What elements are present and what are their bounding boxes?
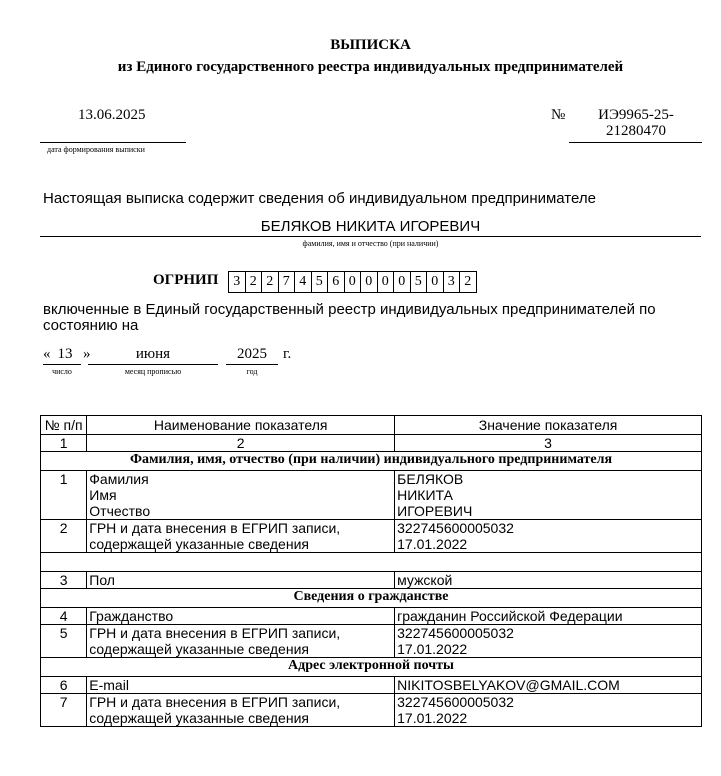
table-index-row [41, 435, 702, 452]
ogrnip-digit: 7 [278, 271, 296, 293]
ogrnip-label: ОГРНИП [153, 272, 219, 288]
number-underline [569, 142, 702, 143]
row-value-line: ИГОРЕВИЧ [397, 503, 473, 519]
row-name-line: содержащей указанные сведения [89, 641, 309, 657]
ogrnip-digit-boxes [229, 271, 477, 293]
header-num: № п/п [41, 416, 87, 435]
row-value-line: НИКИТА [397, 487, 453, 503]
section-title: Фамилия, имя, отчество (при наличии) индивидуального предпринимателя [41, 452, 702, 471]
month-caption: месяц прописью [124, 367, 182, 376]
row-name: Гражданство [87, 608, 395, 625]
ogrnip-digit: 5 [410, 271, 428, 293]
date-quote-close: » [83, 346, 91, 362]
row-num: 3 [41, 572, 87, 589]
as-of-month: июня [135, 346, 171, 362]
section-title: Адрес электронной почты [41, 658, 702, 677]
fio-underline [40, 236, 701, 237]
intro-text: Настоящая выписка содержит сведения об индивидуальном предпринимателе [43, 190, 596, 207]
header-indicator-name: Наименование показателя [87, 416, 395, 435]
as-of-year: 2025 [237, 346, 267, 362]
row-name-line: ГРН и дата внесения в ЕГРИП записи, [89, 694, 341, 710]
row-name-line: Отчество [89, 503, 151, 519]
fio-caption: фамилия, имя и отчество (при наличии) [302, 239, 439, 248]
index-cell: 1 [41, 435, 87, 452]
section-title: Сведения о гражданстве [41, 589, 702, 608]
table-row [41, 520, 702, 553]
section-row [41, 658, 702, 677]
day-caption: число [52, 367, 72, 376]
ogrnip-digit: 6 [327, 271, 345, 293]
row-name [87, 625, 395, 658]
row-name-line: содержащей указанные сведения [89, 710, 309, 726]
row-name [87, 471, 395, 520]
row-value-line: 322745600005032 [397, 694, 514, 710]
ogrnip-digit: 2 [459, 271, 477, 293]
row-num: 4 [41, 608, 87, 625]
ogrnip-digit: 0 [393, 271, 411, 293]
generation-date: 13.06.2025 [78, 107, 146, 123]
year-underline [226, 364, 278, 365]
row-value [395, 471, 702, 520]
blank-cell [41, 553, 702, 572]
row-num: 7 [41, 694, 87, 727]
as-of-day: 13 [57, 346, 73, 362]
row-name [87, 694, 395, 727]
row-value-line: 322745600005032 [397, 520, 514, 536]
year-suffix: г. [283, 346, 292, 362]
row-value-line: 17.01.2022 [397, 536, 468, 552]
row-value-line: БЕЛЯКОВ [397, 471, 464, 487]
included-text: включенные в Единый государственный реестр индивидуальных предпринимателей по состоянию на [43, 301, 656, 334]
ogrnip-digit: 4 [294, 271, 312, 293]
row-value-line: 17.01.2022 [397, 641, 468, 657]
table-row [41, 625, 702, 658]
ogrnip-digit: 5 [311, 271, 329, 293]
year-caption: год [246, 367, 258, 376]
ogrnip-digit: 0 [377, 271, 395, 293]
row-num: 6 [41, 677, 87, 694]
index-cell: 3 [395, 435, 702, 452]
ogrnip-digit: 3 [443, 271, 461, 293]
row-name-line: содержащей указанные сведения [89, 536, 309, 552]
row-value: NIKITOSBELYAKOV@GMAIL.COM [395, 677, 702, 694]
row-num: 5 [41, 625, 87, 658]
row-value [395, 625, 702, 658]
table-row [41, 677, 702, 694]
row-value: гражданин Российской Федерации [395, 608, 702, 625]
ogrnip-digit: 0 [344, 271, 362, 293]
row-num: 1 [41, 471, 87, 520]
entrepreneur-fio: БЕЛЯКОВ НИКИТА ИГОРЕВИЧ [260, 218, 481, 235]
date-underline [40, 142, 186, 143]
table-row [41, 572, 702, 589]
row-name [87, 520, 395, 553]
extract-number [585, 107, 687, 139]
day-underline [43, 364, 81, 365]
table-header-row [41, 416, 702, 435]
row-num: 2 [41, 520, 87, 553]
row-value [395, 520, 702, 553]
document-title: ВЫПИСКА [330, 37, 411, 53]
row-name: E-mail [87, 677, 395, 694]
ogrnip-digit: 3 [228, 271, 246, 293]
table-row [41, 471, 702, 520]
ogrnip-digit: 2 [261, 271, 279, 293]
extract-number-line1: ИЭ9965-25- [598, 107, 674, 123]
row-name-line: Фамилия [89, 471, 149, 487]
number-sign: № [551, 107, 566, 123]
blank-row [41, 553, 702, 572]
table-row [41, 694, 702, 727]
ogrnip-digit: 0 [426, 271, 444, 293]
date-caption: дата формирования выписки [47, 145, 145, 154]
row-value-line: 17.01.2022 [397, 710, 468, 726]
table-row [41, 608, 702, 625]
ogrnip-digit: 2 [245, 271, 263, 293]
row-name-line: ГРН и дата внесения в ЕГРИП записи, [89, 520, 341, 536]
row-value [395, 694, 702, 727]
row-name-line: ГРН и дата внесения в ЕГРИП записи, [89, 625, 341, 641]
month-underline [88, 364, 218, 365]
row-name: Пол [87, 572, 395, 589]
row-name-line: Имя [89, 487, 117, 503]
extract-table [40, 415, 702, 727]
header-indicator-value: Значение показателя [395, 416, 702, 435]
row-value-line: 322745600005032 [397, 625, 514, 641]
extract-number-line2: 21280470 [606, 123, 666, 139]
section-row [41, 452, 702, 471]
section-row [41, 589, 702, 608]
document-subtitle: из Единого государственного реестра индивидуальных предпринимателей [117, 59, 624, 75]
date-quote-open: « [43, 346, 51, 362]
index-cell: 2 [87, 435, 395, 452]
ogrnip-digit: 0 [360, 271, 378, 293]
row-value: мужской [395, 572, 702, 589]
